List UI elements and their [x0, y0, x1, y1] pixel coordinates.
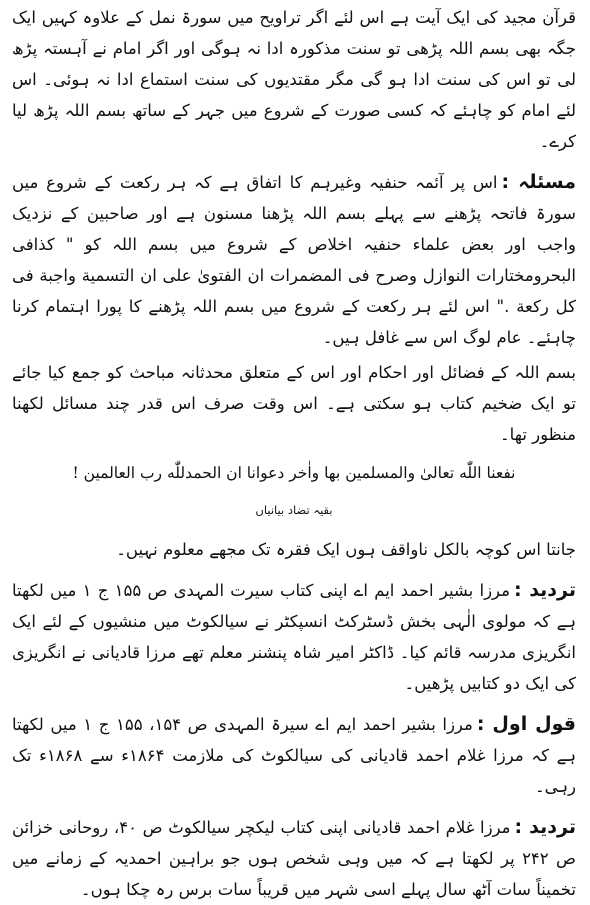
paragraph-qoul-awwal	[12, 709, 576, 802]
tardeed-text-1: مرزا بشیر احمد ایم اے اپنی کتاب سیرت المہدی ص ۱۵۵ ج ۱ میں لکھتا ہے کہ مولوی الٰہی بخش ڈسٹرکٹ انسپکٹر نے سیالکوٹ میں منشیوں کے لئے ایک انگریزی مدرسہ قائم کیا۔ ڈاکٹر امیر شاہ پنشنر معلم تھے مرزا قادیانی نے انگریزی کی ایک دو کتابیں پڑھیں۔	[12, 581, 576, 693]
tardeed-label-1: تردید :	[513, 579, 577, 601]
paragraph-unaware: جانتا اس کوچہ بالکل ناواقف ہوں ایک فقرہ تک مجھے معلوم نہیں۔	[116, 540, 576, 559]
qoul-awwal-text: مرزا بشیر احمد ایم اے سیرۃ المہدی ص ۱۵۴، ۱۵۵ ج ۱ میں لکھتا ہے کہ مرزا غلام احمد قادیانی کی سیالکوٹ کی ملازمت ۱۸۶۴ء سے ۱۸۶۸ء تک رہی۔	[12, 715, 576, 796]
paragraph-tardeed-1	[12, 575, 576, 699]
tardeed-text-2: مرزا غلام احمد قادیانی اپنی کتاب لیکچر سیالکوٹ ص ۴۰، روحانی خزائن ص ۲۴۲ پر لکھتا ہے کہ میں وہی شخص ہوں جو براہین احمدیہ کے زمانے میں تخمیناً سات آٹھ سال پہلے اسی شہر میں قریباً سات برس رہ چکا ہوں۔	[12, 818, 576, 899]
arabic-closing-dua: نفعنا اللّٰه تعالىٰ والمسلمين بها واٰخر دعوانا ان الحمدللّٰه رب العالمين !	[72, 464, 516, 482]
masala-label: مسئلہ :	[501, 171, 576, 193]
paragraph-masala	[12, 167, 576, 353]
paragraph-tardeed-2	[12, 812, 576, 905]
paragraph-basmala-recitation: قرآن مجید کی ایک آیت ہے اس لئے اگر تراویح میں سورۃ نمل کے علاوہ کہیں ایک جگہ بھی بسم اللہ پڑھی تو سنت مذکورہ ادا نہ ہوگی اور اگر امام نے آہستہ پڑھ لی تو اس کی سنت ادا ہو گی مگر مقتدیوں کی سنت استماع ادا نہ ہوئی۔ اس لئے امام کو چاہئے کہ کسی صورت کے شروع میں جہر کے ساتھ بسم اللہ پڑھ لیا کرے۔	[12, 8, 576, 151]
qoul-awwal-label: قول اول :	[476, 713, 576, 735]
tardeed-label-2: تردید :	[514, 816, 576, 838]
paragraph-virtues: بسم اللہ کے فضائل اور احکام اور اس کے متعلق محدثانہ مباحث کو جمع کیا جائے تو ایک ضخیم کتاب ہو سکتی ہے۔ اس وقت صرف اس قدر چند مسائل لکھنا منظور تھا۔	[12, 363, 576, 444]
section-heading: بقیہ تضاد بیانیاں	[255, 503, 333, 517]
masala-text: اس پر آئمہ حنفیہ وغیرہم کا اتفاق ہے کہ ہر رکعت کے شروع میں سورۃ فاتحہ پڑھنے سے پہلے بسم اللہ پڑھنا مسنون ہے اور صاحبین کے نزدیک واجب اور بعض علماء حنفیہ اخلاص کے شروع میں بسم اللہ کو " كذافى البحرومختارات النوازل وصرح فى المضمرات ان الفتوىٰ على ان التسمية واجبة فى كل ركعة ." اس لئے ہر رکعت کے شروع میں بسم اللہ پڑھنے کا پورا اہتمام کرنا چاہئے۔ عام لوگ اس سے غافل ہیں۔	[12, 173, 576, 347]
